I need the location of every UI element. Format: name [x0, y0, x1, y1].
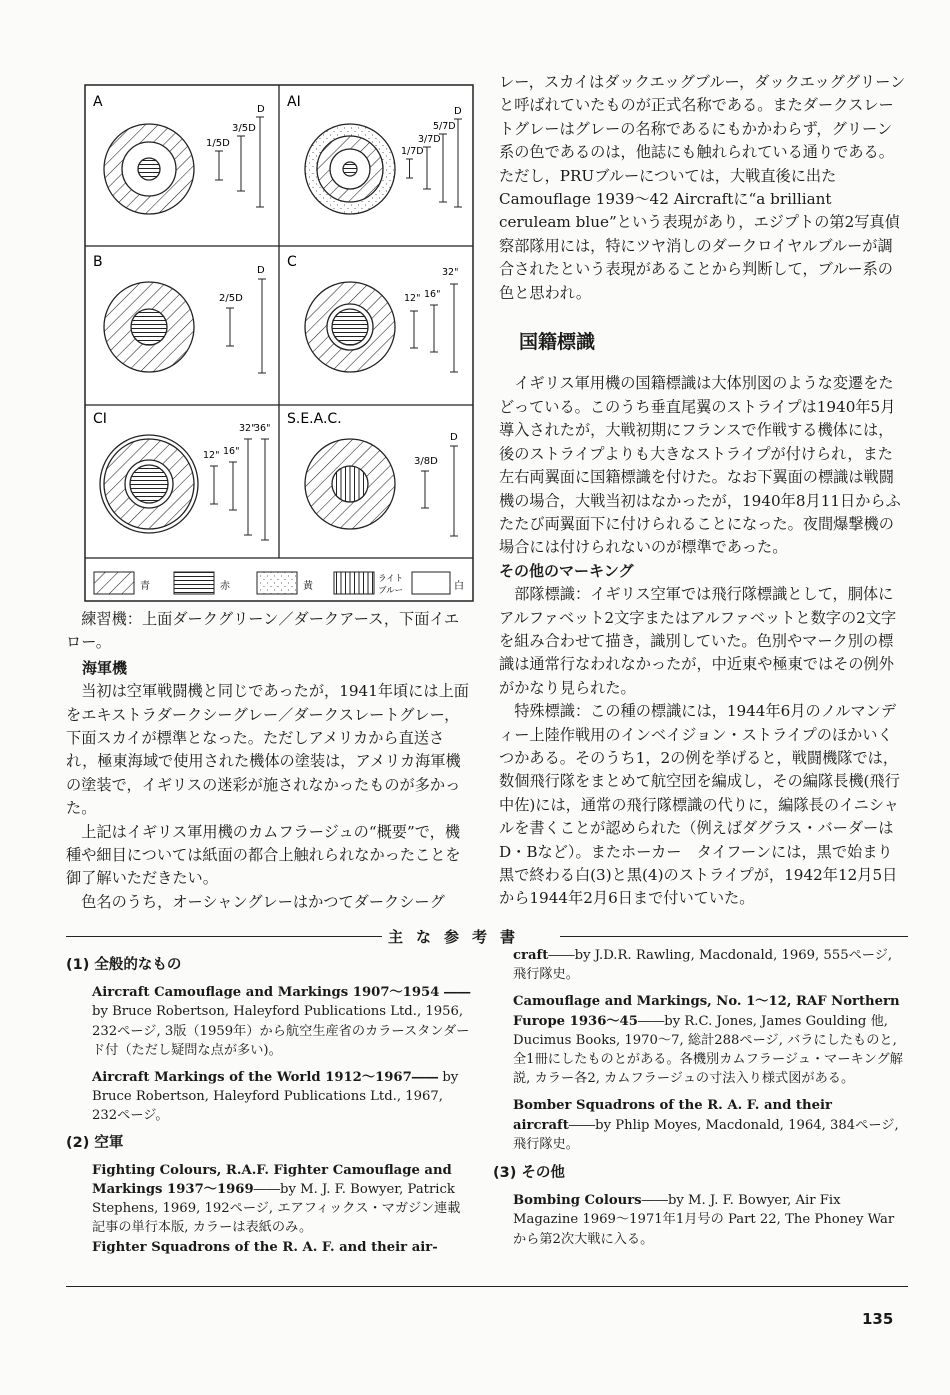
unit-markings-paragraph: 部隊標識：イギリス空軍では飛行隊標識として，胴体にアルファベット2文字またはアルファベットと数字の2文字を組み合わせて描き，識別していた。色別やマーク別の標識は通常行なわれなかったが，中近東や極東ではその例外がかなり見られた。: [499, 585, 897, 697]
trainer-paragraph: 練習機：上面ダークグリーン／ダークアース，下面イエロー。: [66, 610, 460, 652]
legend-label: 白: [454, 581, 464, 592]
navy-heading: 海軍機: [82, 658, 128, 677]
dim-label: D: [257, 265, 265, 276]
ref-item: [92, 1161, 472, 1238]
roundel-figure: [84, 84, 474, 602]
other-markings-heading: その他のマーキング: [499, 561, 634, 580]
ref-item: [513, 992, 908, 1088]
ref-item: [513, 1191, 908, 1249]
ref-body: ――by J.D.R. Rawling, Macdonald, 1969, 555ページ, 飛行隊史。: [513, 948, 893, 983]
legend-swatch-light-blue: [334, 572, 374, 594]
dim-label: 32": [239, 423, 256, 434]
national-paragraph: イギリス軍用機の国籍標識は大体別図のような変遷をたどっている。このうち垂直尾翼のストライプは1940年5月導入されたが，大戦初期にフランスで作戦する機体には，後のストライプよりも大きなストライプが付けられ，また左右両翼面に国籍標識を付けた。なお下翼面の標識は戦闘機の場合，大戦当初はなかったが，1940年8月11日からふたたび両翼面下に付けられることになった。夜間爆撃機の場合には付けられないのが標準であった。: [499, 374, 901, 557]
ref-item: [513, 1096, 908, 1154]
dim-label: 16": [424, 289, 441, 300]
ref-title: Aircraft Camouflage and Markings 1907～1954 ――: [92, 985, 471, 1001]
bottom-rule: [66, 1286, 908, 1287]
ref-body: ――by R.C. Jones, James Goulding 他, Ducimus Books, 1970～7, 総計288ページ, バラにしたものと, 全1冊にしたものとがある。各機別カムフラージュ・マーキング解説, カラー各2, カムフラージュの寸法入り様式図がある。: [513, 1013, 903, 1087]
summary-paragraph: 上記はイギリス軍用機のカムフラージュの“概要”で，機種や細目については紙面の都合上触れられなかったことを御了解いただきたい。: [66, 822, 461, 888]
dim-label: 16": [223, 446, 240, 457]
color-names-paragraph: 色名のうち，オーシャングレーはかつてダークシーグ: [81, 892, 445, 911]
dim-label: 1/7D: [401, 146, 424, 157]
dim-label: D: [454, 106, 462, 117]
dim-label: 12": [404, 293, 421, 304]
page-number: 135: [862, 1310, 894, 1328]
panel-label: CI: [93, 411, 107, 427]
ref-title: Bombing Colours: [513, 1193, 642, 1209]
references-rule-right: [560, 936, 908, 937]
special-markings-paragraph: 特殊標識：この種の標識には，1944年6月のノルマンディー上陸作戦用のインベイジョン・ストライプのほかいくつかある。そのうち1，2の例を挙げると，戦闘機隊では，数個飛行隊をまとめて航空団を編成し，その編隊長機(飛行中佐)には，通常の飛行隊標識の代りに，編隊長のイニシャルを書くことが認められた（例えばダグラス・バーダーはD・Bなど）。またホーカー タイフーンには，黒で始まり黒で終わる白(3)と黒(4)のストライプが，1942年12月5日から1944年2月6日まで付いていた。: [499, 702, 900, 908]
legend-label: 黄: [303, 581, 313, 592]
dim-label: 3/7D: [418, 134, 441, 145]
panel-label: AI: [287, 94, 301, 110]
panel-label: B: [93, 254, 103, 270]
ref-body: ――by M. J. F. Bowyer, Air Fix Magazine 1969～1971年1月号の Part 22, The Phoney War から第2次大戦に入る。: [513, 1193, 895, 1247]
ref-section-other: (3) その他: [493, 1165, 565, 1182]
ref-body: by Bruce Robertson, Haleyford Publications Ltd., 1967, 232ページ。: [92, 1070, 459, 1124]
legend-label: 青: [140, 581, 150, 592]
ref-item: [92, 1238, 472, 1257]
ref-title: Bomber Squadrons of the R. A. F. and their aircraft: [513, 1098, 832, 1133]
legend-swatch-blue: [94, 572, 134, 594]
dim-label: 5/7D: [433, 121, 456, 132]
ref-title: Aircraft Markings of the World 1912～1967――: [92, 1070, 439, 1086]
right-column: [499, 71, 907, 911]
dim-label: 12": [203, 450, 220, 461]
ref-title: Fighter Squadrons of the R. A. F. and their air-: [92, 1239, 438, 1255]
panel-label: A: [93, 94, 103, 110]
legend-label: ブルー: [378, 586, 404, 596]
ref-title: Fighting Colours, R.A.F. Fighter Camouflage and Markings 1937～1969: [92, 1162, 452, 1198]
ref-body: by Bruce Robertson, Haleyford Publications Ltd., 1956, 232ページ, 3版（1959年）から航空生産省のカラースタンダード付（ただし疑問な点が多い)。: [92, 1004, 470, 1058]
left-column: [66, 608, 470, 914]
dim-label: D: [450, 432, 458, 443]
ref-section-air-force: (2) 空軍: [66, 1134, 124, 1151]
ref-title: craft: [513, 948, 549, 963]
dim-label: 32": [442, 267, 459, 278]
navy-paragraph: 当初は空軍戦闘機と同じであったが，1941年頃には上面をエキストラダークシーグレー／ダークスレートグレー，下面スカイが標準となった。ただしアメリカから直送され，極東海域で使用された機体の塗装は，アメリカ海軍機の塗装で，イギリスの迷彩が施されなかったものが多かった。: [66, 682, 469, 818]
dim-label: 1/5D: [206, 138, 230, 149]
legend-label: 赤: [220, 581, 230, 592]
legend-swatch-red: [174, 572, 214, 594]
ref-body: ――by Phlip Moyes, Macdonald, 1964, 384ページ, 飛行隊史。: [513, 1117, 899, 1152]
legend-swatch-yellow: [257, 572, 297, 594]
ref-title: Camouflage and Markings, No. 1～12, RAF Northern Furope 1936～45: [513, 994, 900, 1029]
legend-label: ライト: [378, 574, 404, 584]
ref-section-general: (1) 全般的なもの: [66, 957, 182, 973]
references-title: 主な参考書: [382, 926, 534, 947]
dim-label: D: [257, 104, 265, 115]
continued-paragraph: レー，スカイはダックエッグブルー，ダックエッググリーンと呼ばれていたものが正式名称である。またダークスレートグレーはグレーの名称であるにもかかわらず，グリーン系の色であるのは，他誌にも触れられている通りである。ただし，PRUブルーについては，大戦直後に出たCamouflage 1939～42 Aircraftに“a brilliant ceruleam blue”という表現があり，エジプトの第2写真偵察部隊用には，特にツヤ消しのダークロイヤルブルーが調合されたという表現があることから判断して，ブルー系の色と思われ。: [499, 73, 906, 302]
dim-label: 36": [254, 423, 271, 434]
ref-body: ――by M. J. F. Bowyer, Patrick Stephens, 1969, 192ページ, エアフィックス・マガジン連載記事の単行本版, カラーは表紙のみ。: [92, 1182, 461, 1236]
dim-label: 2/5D: [219, 293, 243, 304]
national-markings-heading: 国籍標識: [519, 331, 596, 354]
ref-item: [92, 1068, 472, 1126]
panel-label: S.E.A.C.: [287, 411, 342, 427]
legend-swatch-white: [412, 572, 450, 594]
ref-item: [92, 983, 472, 1060]
references-rule-left: [66, 936, 386, 937]
panel-label: C: [287, 254, 297, 270]
ref-item-continued: [513, 946, 908, 984]
references-left: [66, 956, 472, 1257]
references-right: [493, 946, 908, 1249]
dim-label: 3/5D: [232, 123, 256, 134]
dim-label: 3/8D: [414, 456, 438, 467]
